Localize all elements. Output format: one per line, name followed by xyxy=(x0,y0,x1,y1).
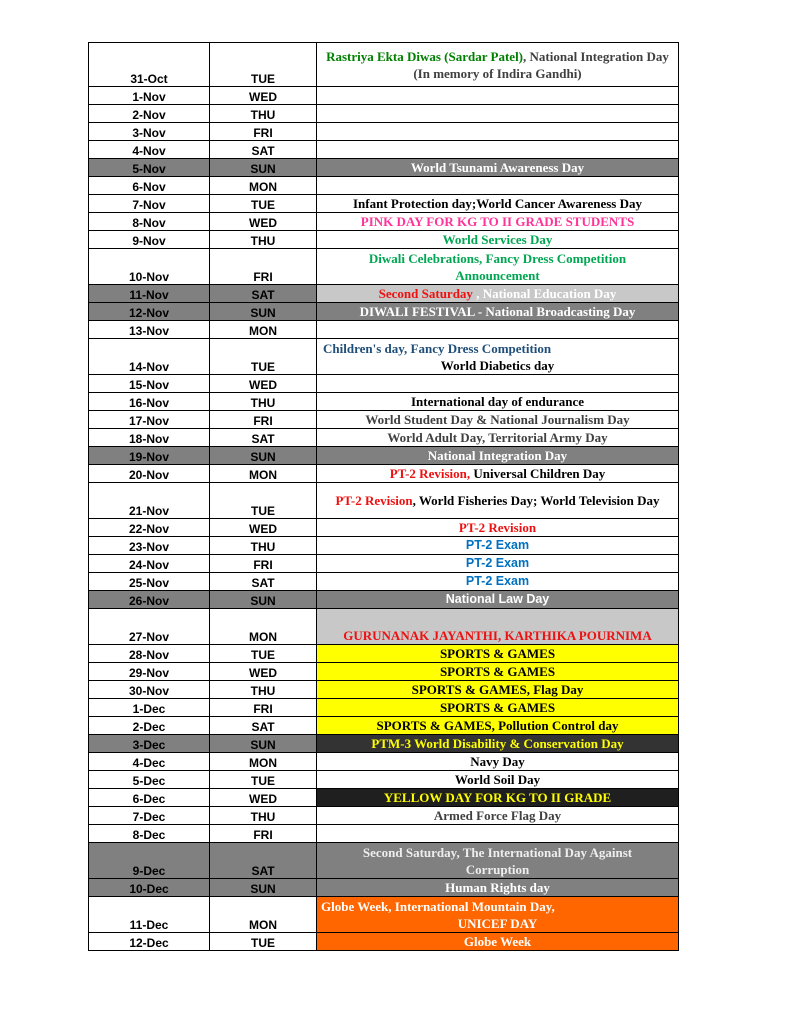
day-cell: MON xyxy=(210,177,317,195)
event-cell xyxy=(317,537,679,555)
table-row xyxy=(89,105,679,123)
table-row xyxy=(89,411,679,429)
day-cell: THU xyxy=(210,231,317,249)
event-cell xyxy=(317,843,679,879)
table-row xyxy=(89,573,679,591)
event-text: Armed Force Flag Day xyxy=(433,808,562,823)
event-cell xyxy=(317,447,679,465)
event-text: SPORTS & GAMES xyxy=(439,664,556,679)
event-cell xyxy=(317,177,679,195)
event-cell xyxy=(317,789,679,807)
table-row xyxy=(89,537,679,555)
event-text: World Adult Day, Territorial Army Day xyxy=(387,430,608,445)
date-cell: 3-Nov xyxy=(89,123,210,141)
event-text: SPORTS & GAMES, Flag Day xyxy=(411,682,584,697)
event-cell xyxy=(317,123,679,141)
event-cell xyxy=(317,231,679,249)
day-cell: THU xyxy=(210,681,317,699)
date-cell: 5-Nov xyxy=(89,159,210,177)
event-text: World Diabetics day xyxy=(440,357,555,373)
table-row xyxy=(89,141,679,159)
event-cell xyxy=(317,897,679,933)
table-row xyxy=(89,429,679,447)
event-text: National Integration Day xyxy=(427,448,568,463)
event-cell xyxy=(317,105,679,123)
day-cell: TUE xyxy=(210,483,317,519)
event-text: Infant Protection day;World Cancer Awareness Day xyxy=(353,196,642,211)
date-cell: 26-Nov xyxy=(89,591,210,609)
date-cell: 17-Nov xyxy=(89,411,210,429)
event-cell xyxy=(317,195,679,213)
table-row xyxy=(89,519,679,537)
event-cell xyxy=(317,43,679,87)
table-row xyxy=(89,789,679,807)
event-text: Navy Day xyxy=(470,754,525,769)
date-cell: 28-Nov xyxy=(89,645,210,663)
date-cell: 19-Nov xyxy=(89,447,210,465)
table-row xyxy=(89,771,679,789)
event-cell xyxy=(317,339,679,375)
date-cell: 10-Dec xyxy=(89,879,210,897)
date-cell: 20-Nov xyxy=(89,465,210,483)
event-cell xyxy=(317,807,679,825)
day-cell: SUN xyxy=(210,447,317,465)
event-text: PT-2 Exam xyxy=(465,574,530,588)
event-cell xyxy=(317,321,679,339)
day-cell: SUN xyxy=(210,591,317,609)
event-text: Globe Week xyxy=(463,934,532,949)
event-cell xyxy=(317,717,679,735)
event-text: PINK DAY FOR KG TO II GRADE STUDENTS xyxy=(360,214,635,229)
table-row xyxy=(89,393,679,411)
date-cell: 22-Nov xyxy=(89,519,210,537)
table-row xyxy=(89,213,679,231)
event-cell xyxy=(317,303,679,321)
table-row xyxy=(89,699,679,717)
event-cell xyxy=(317,555,679,573)
day-cell: THU xyxy=(210,807,317,825)
event-cell xyxy=(317,573,679,591)
event-text: International day of endurance xyxy=(411,394,584,409)
event-cell xyxy=(317,753,679,771)
event-cell xyxy=(317,519,679,537)
day-cell: SUN xyxy=(210,303,317,321)
event-text: SPORTS & GAMES xyxy=(439,700,556,715)
day-cell: FRI xyxy=(210,411,317,429)
day-cell: FRI xyxy=(210,555,317,573)
date-cell: 1-Nov xyxy=(89,87,210,105)
event-text: , Fancy Dress Competition xyxy=(404,340,552,356)
event-text: Second Saturday xyxy=(378,286,473,301)
day-cell: SUN xyxy=(210,159,317,177)
day-cell: FRI xyxy=(210,123,317,141)
table-row xyxy=(89,933,679,951)
event-cell xyxy=(317,249,679,285)
date-cell: 25-Nov xyxy=(89,573,210,591)
event-cell xyxy=(317,213,679,231)
day-cell: TUE xyxy=(210,933,317,951)
date-cell: 9-Nov xyxy=(89,231,210,249)
day-cell: SAT xyxy=(210,573,317,591)
event-cell xyxy=(317,681,679,699)
event-cell xyxy=(317,375,679,393)
table-row xyxy=(89,609,679,645)
event-text: World Services Day xyxy=(442,232,553,247)
event-cell xyxy=(317,735,679,753)
calendar-table xyxy=(88,42,679,951)
table-row xyxy=(89,591,679,609)
table-row xyxy=(89,681,679,699)
event-text: World Tsunami Awareness Day xyxy=(410,160,585,175)
event-text: Diwali Celebrations, Fancy Dress Competition Announcement xyxy=(368,250,627,283)
day-cell: WED xyxy=(210,789,317,807)
table-row xyxy=(89,465,679,483)
date-cell: 3-Dec xyxy=(89,735,210,753)
event-text: PT-2 Revision xyxy=(335,493,413,508)
event-cell xyxy=(317,465,679,483)
date-cell: 4-Dec xyxy=(89,753,210,771)
day-cell: MON xyxy=(210,897,317,933)
date-cell: 13-Nov xyxy=(89,321,210,339)
date-cell: 8-Nov xyxy=(89,213,210,231)
table-row xyxy=(89,321,679,339)
date-cell: 23-Nov xyxy=(89,537,210,555)
table-row xyxy=(89,159,679,177)
event-text: Universal Children Day xyxy=(470,466,606,481)
date-cell: 6-Nov xyxy=(89,177,210,195)
date-cell: 5-Dec xyxy=(89,771,210,789)
event-cell xyxy=(317,591,679,609)
date-cell: 24-Nov xyxy=(89,555,210,573)
event-text: National Law Day xyxy=(445,592,550,606)
table-row xyxy=(89,753,679,771)
event-cell xyxy=(317,285,679,303)
table-row xyxy=(89,339,679,375)
event-text: , National Education Day xyxy=(472,286,617,301)
day-cell: SUN xyxy=(210,735,317,753)
event-text: , National Integration Day (In memory of Indira Gandhi) xyxy=(413,48,669,81)
date-cell: 27-Nov xyxy=(89,609,210,645)
event-cell xyxy=(317,483,679,519)
event-text: PT-2 Exam xyxy=(465,556,530,570)
date-cell: 7-Dec xyxy=(89,807,210,825)
day-cell: MON xyxy=(210,753,317,771)
event-text: PT-2 Revision xyxy=(458,520,537,535)
day-cell: FRI xyxy=(210,699,317,717)
day-cell: SAT xyxy=(210,429,317,447)
table-row xyxy=(89,303,679,321)
table-row xyxy=(89,843,679,879)
event-cell xyxy=(317,933,679,951)
day-cell: WED xyxy=(210,519,317,537)
table-row xyxy=(89,807,679,825)
day-cell: SAT xyxy=(210,285,317,303)
table-row xyxy=(89,555,679,573)
event-text: Children's day xyxy=(323,340,405,356)
event-cell xyxy=(317,159,679,177)
event-text: PTM-3 World Disability & Conservation Day xyxy=(371,736,624,751)
date-cell: 9-Dec xyxy=(89,843,210,879)
day-cell: TUE xyxy=(210,771,317,789)
day-cell: SAT xyxy=(210,843,317,879)
event-text: PT-2 Exam xyxy=(465,538,530,552)
table-row xyxy=(89,483,679,519)
event-text: Globe Week, International Mountain Day, xyxy=(321,898,555,914)
table-row xyxy=(89,87,679,105)
event-cell xyxy=(317,663,679,681)
table-row xyxy=(89,663,679,681)
date-cell: 30-Nov xyxy=(89,681,210,699)
table-row xyxy=(89,375,679,393)
event-text: Human Rights day xyxy=(445,880,550,895)
event-cell xyxy=(317,141,679,159)
event-cell xyxy=(317,771,679,789)
date-cell: 1-Dec xyxy=(89,699,210,717)
day-cell: FRI xyxy=(210,249,317,285)
event-text: PT-2 Revision, xyxy=(389,466,471,481)
date-cell: 29-Nov xyxy=(89,663,210,681)
date-cell: 11-Dec xyxy=(89,897,210,933)
day-cell: THU xyxy=(210,105,317,123)
event-text: World Soil Day xyxy=(454,772,541,787)
table-row xyxy=(89,645,679,663)
day-cell: MON xyxy=(210,609,317,645)
event-text: DIWALI FESTIVAL - National Broadcasting Day xyxy=(359,304,636,319)
event-text: GURUNANAK JAYANTHI, KARTHIKA POURNIMA xyxy=(343,628,652,643)
event-cell xyxy=(317,609,679,645)
date-cell: 12-Nov xyxy=(89,303,210,321)
table-row xyxy=(89,735,679,753)
day-cell: TUE xyxy=(210,43,317,87)
event-cell xyxy=(317,87,679,105)
day-cell: MON xyxy=(210,321,317,339)
table-row xyxy=(89,177,679,195)
date-cell: 2-Dec xyxy=(89,717,210,735)
table-row xyxy=(89,43,679,87)
event-text: Second Saturday, The International Day Against Corruption xyxy=(362,844,633,877)
date-cell: 14-Nov xyxy=(89,339,210,375)
table-row xyxy=(89,447,679,465)
day-cell: SAT xyxy=(210,717,317,735)
day-cell: WED xyxy=(210,213,317,231)
date-cell: 16-Nov xyxy=(89,393,210,411)
date-cell: 11-Nov xyxy=(89,285,210,303)
event-cell xyxy=(317,699,679,717)
event-cell xyxy=(317,879,679,897)
day-cell: MON xyxy=(210,465,317,483)
event-cell xyxy=(317,393,679,411)
date-cell: 31-Oct xyxy=(89,43,210,87)
date-cell: 15-Nov xyxy=(89,375,210,393)
event-cell xyxy=(317,645,679,663)
date-cell: 10-Nov xyxy=(89,249,210,285)
table-row xyxy=(89,717,679,735)
date-cell: 7-Nov xyxy=(89,195,210,213)
day-cell: TUE xyxy=(210,195,317,213)
day-cell: SAT xyxy=(210,141,317,159)
day-cell: SUN xyxy=(210,879,317,897)
day-cell: THU xyxy=(210,537,317,555)
date-cell: 6-Dec xyxy=(89,789,210,807)
table-row xyxy=(89,285,679,303)
event-text: SPORTS & GAMES, Pollution Control day xyxy=(376,718,619,733)
date-cell: 12-Dec xyxy=(89,933,210,951)
day-cell: TUE xyxy=(210,339,317,375)
event-text: Rastriya Ekta Diwas (Sardar Patel) xyxy=(326,48,524,64)
day-cell: WED xyxy=(210,87,317,105)
day-cell: THU xyxy=(210,393,317,411)
day-cell: FRI xyxy=(210,825,317,843)
day-cell: TUE xyxy=(210,645,317,663)
event-text: YELLOW DAY FOR KG TO II GRADE xyxy=(383,790,612,805)
table-row xyxy=(89,195,679,213)
table-row xyxy=(89,231,679,249)
date-cell: 18-Nov xyxy=(89,429,210,447)
table-row xyxy=(89,123,679,141)
event-cell xyxy=(317,429,679,447)
event-text: , World Fisheries Day; World Television Day xyxy=(412,493,660,508)
day-cell: WED xyxy=(210,663,317,681)
table-row xyxy=(89,825,679,843)
event-cell xyxy=(317,411,679,429)
date-cell: 21-Nov xyxy=(89,483,210,519)
event-cell xyxy=(317,825,679,843)
table-row xyxy=(89,879,679,897)
table-row xyxy=(89,897,679,933)
date-cell: 2-Nov xyxy=(89,105,210,123)
date-cell: 8-Dec xyxy=(89,825,210,843)
date-cell: 4-Nov xyxy=(89,141,210,159)
day-cell: WED xyxy=(210,375,317,393)
event-text: World Student Day & National Journalism Day xyxy=(365,412,630,427)
event-text: SPORTS & GAMES xyxy=(439,646,556,661)
table-row xyxy=(89,249,679,285)
event-text: UNICEF DAY xyxy=(457,915,538,931)
